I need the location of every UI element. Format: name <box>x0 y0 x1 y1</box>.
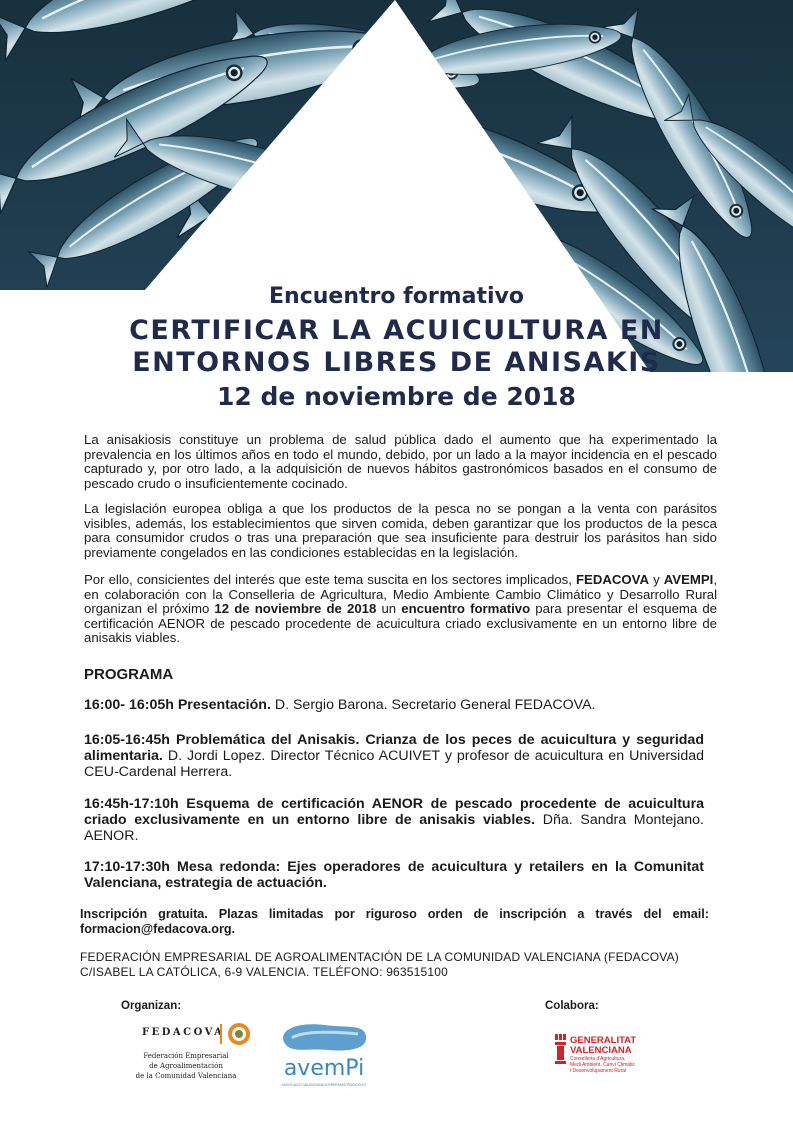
emphasis-text: 12 de noviembre de 2018 <box>214 601 377 617</box>
body-text: Por ello, consicientes del interés que este tema suscita en los sectores implicados, <box>84 572 576 587</box>
avempi-logo <box>272 1020 376 1090</box>
organization-name: FEDERACIÓN EMPRESARIAL DE AGROALIMENTACIÓN DE LA COMUNIDAD VALENCIANA (FEDACOVA) <box>80 950 679 964</box>
organization-info <box>80 950 679 980</box>
fedacova-logo-name: FEDACOVA <box>142 1027 225 1038</box>
program-item-title: 17:10-17:30h Mesa redonda: Ejes operadores de acuicultura y retailers en la Comunitat Valenciana, estrategia de actuación. <box>84 859 704 891</box>
intro-paragraph-3 <box>84 573 717 646</box>
generalitat-sub-1: Conselleria d'Agricultura, <box>570 1056 626 1062</box>
program-item-speaker: D. Sergio Barona. Secretario General FEDACOVA. <box>270 697 596 713</box>
emphasis-text: FEDACOVA <box>575 572 649 587</box>
program-item-title: 16:05-16:45h Problemática del Anisakis. Crianza de los peces de acuicultura y seguridad alimentaria. <box>84 732 704 764</box>
generalitat-sub-2: Medi Ambient, Canvi Climàtic <box>570 1062 636 1068</box>
intro-paragraph-1: La anisakiosis constituye un problema de salud pública dado el aumento que ha experimentado la prevalencia en los últimos años en todo el mundo, debido, por un lado a la mayor incidencia en el pescado capturado y, por otro lado, a la adquisición de nuevos hábitos gastronómicos basados en el consumo de pescado crudo o insuficientemente cocinado. <box>84 432 717 491</box>
avempi-logo-sub: ASSOCIACIÓ VALENCIANA D'EMPRESES PISCÍCOLES <box>281 1083 367 1087</box>
fedacova-logo <box>118 1018 258 1084</box>
generalitat-emblem-icon <box>555 1034 566 1064</box>
emphasis-text: encuentro formativo <box>401 601 531 617</box>
organizers-label: Organizan: <box>121 1000 182 1012</box>
title-line-2: ENTORNOS LIBRES DE ANISAKIS <box>132 347 661 378</box>
generalitat-sub-3: i Desenvolupament Rural <box>570 1068 627 1074</box>
collaborator-label: Colabora: <box>545 1000 599 1012</box>
program-item-speaker: Dña. Sandra Montejano. AENOR. <box>84 812 704 844</box>
event-type: Encuentro formativo <box>269 284 524 309</box>
program-item <box>84 859 704 891</box>
emphasis-text: AVEMPI <box>663 572 714 587</box>
organization-address: C/ISABEL LA CATÓLICA, 6-9 VALENCIA. TELÉFONO: 963515100 <box>80 965 449 979</box>
program-item-title: 16:00- 16:05h Presentación. <box>84 697 271 713</box>
intro-paragraph-2: La legislación europea obliga a que los productos de la pesca no se pongan a la venta con parásitos visibles, además, los establecimientos que sirven comida, deben garantizar que los productos de la pesca para consumidor crudos o tras una preparación que sea insuficiente para destruir los parásitos han sido previamente congelados en las condiciones establecidas en la legislación. <box>84 501 717 560</box>
body-text: , en colaboración con la Conselleria de Agricultura, Medio Ambiente Cambio Climático y Desarrollo Rural organizan el próximo <box>84 572 717 617</box>
body-text: y <box>649 572 664 587</box>
event-date: 12 de noviembre de 2018 <box>217 382 576 411</box>
generalitat-name-1: GENERALITAT <box>570 1035 637 1046</box>
avempi-logo-name: avemPi <box>283 1056 365 1081</box>
program-item <box>84 732 704 780</box>
body-text: para presentar el esquema de certificación AENOR de pescado procedente de acuicultura criado exclusivamente en un entorno libre de anisakis viables. <box>84 601 718 646</box>
program-item-speaker: D. Jordi Lopez. Director Técnico ACUIVET y profesor de acuicultura en Universidad CEU-Cardenal Herrera. <box>84 748 704 780</box>
fedacova-logo-sub-2: de Agroalimentación <box>149 1062 223 1070</box>
program-heading: PROGRAMA <box>84 666 174 683</box>
title-line-1: CERTIFICAR LA ACUICULTURA EN <box>129 315 664 346</box>
generalitat-logo <box>553 1028 653 1078</box>
generalitat-name-2: VALENCIANA <box>570 1045 632 1056</box>
event-title <box>0 315 793 379</box>
program-item <box>84 697 704 713</box>
program-item-title: 16:45h-17:10h Esquema de certificación AENOR de pescado procedente de acuicultura criado exclusivamente en un entorno libre de anisakis viables. <box>84 796 704 828</box>
registration-note: Inscripción gratuita. Plazas limitadas por riguroso orden de inscripción a través del email: formacion@fedacova.org. <box>80 907 709 936</box>
program-item <box>84 796 704 844</box>
fedacova-logo-sub-1: Federación Empresarial <box>143 1052 229 1060</box>
fedacova-logo-sub-3: de la Comunidad Valenciana <box>135 1072 237 1080</box>
body-text: un <box>376 601 402 617</box>
